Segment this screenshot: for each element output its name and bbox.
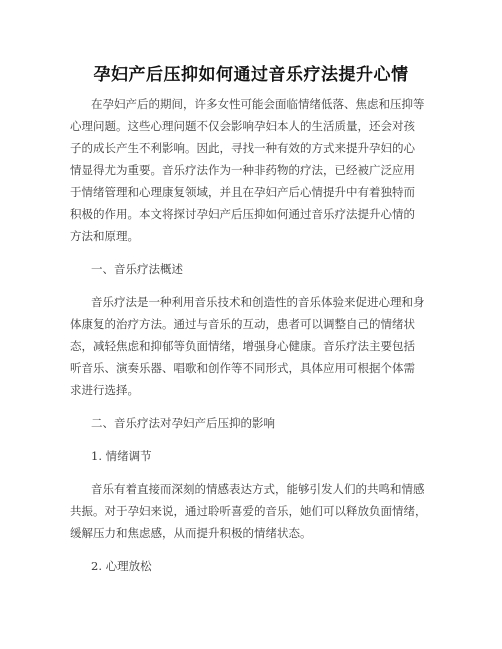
subsection-heading: 2. 心理放松 — [91, 559, 152, 573]
intro-line: 积极的作用。本文将探讨孕妇产后压抑如何通过音乐疗法提升心情的 — [70, 207, 415, 221]
section1-line: 态，减轻焦虑和抑郁等负面情绪，增强身心健康。音乐疗法主要包括 — [70, 339, 415, 353]
document-title: 孕妇产后压抑如何通过音乐疗法提升心情 — [93, 65, 409, 85]
intro-line: 方法和原理。 — [70, 229, 139, 243]
section1-line: 听音乐、演奏乐器、唱歌和创作等不同形式，具体应用可根据个体需 — [70, 361, 415, 375]
subsection-heading: 1. 情绪调节 — [91, 449, 152, 463]
sub1-line: 缓解压力和焦虑感，从而提升积极的情绪状态。 — [70, 526, 312, 540]
intro-line: 心理问题。这些心理问题不仅会影响孕妇本人的生活质量，还会对孩 — [70, 119, 415, 133]
section1-line: 求进行选择。 — [70, 383, 139, 397]
sub1-line: 音乐有着直接而深刻的情感表达方式，能够引发人们的共鸣和情感 — [91, 482, 425, 496]
section-heading: 一、音乐疗法概述 — [91, 262, 183, 276]
intro-line: 在孕妇产后的期间，许多女性可能会面临情绪低落、焦虑和压抑等 — [91, 97, 425, 111]
intro-line: 于情绪管理和心理康复领域，并且在孕妇产后心情提升中有着独特而 — [70, 185, 415, 199]
section1-line: 音乐疗法是一种利用音乐技术和创造性的音乐体验来促进心理和身 — [91, 295, 425, 309]
intro-line: 子的成长产生不利影响。因此，寻找一种有效的方式来提升孕妇的心 — [70, 141, 415, 155]
section-heading: 二、音乐疗法对孕妇产后压抑的影响 — [91, 416, 275, 430]
section1-line: 体康复的治疗方法。通过与音乐的互动，患者可以调整自己的情绪状 — [70, 317, 415, 331]
sub1-line: 共振。对于孕妇来说，通过聆听喜爱的音乐，她们可以释放负面情绪， — [70, 504, 427, 518]
intro-line: 情显得尤为重要。音乐疗法作为一种非药物的疗法，已经被广泛应用 — [70, 163, 415, 177]
